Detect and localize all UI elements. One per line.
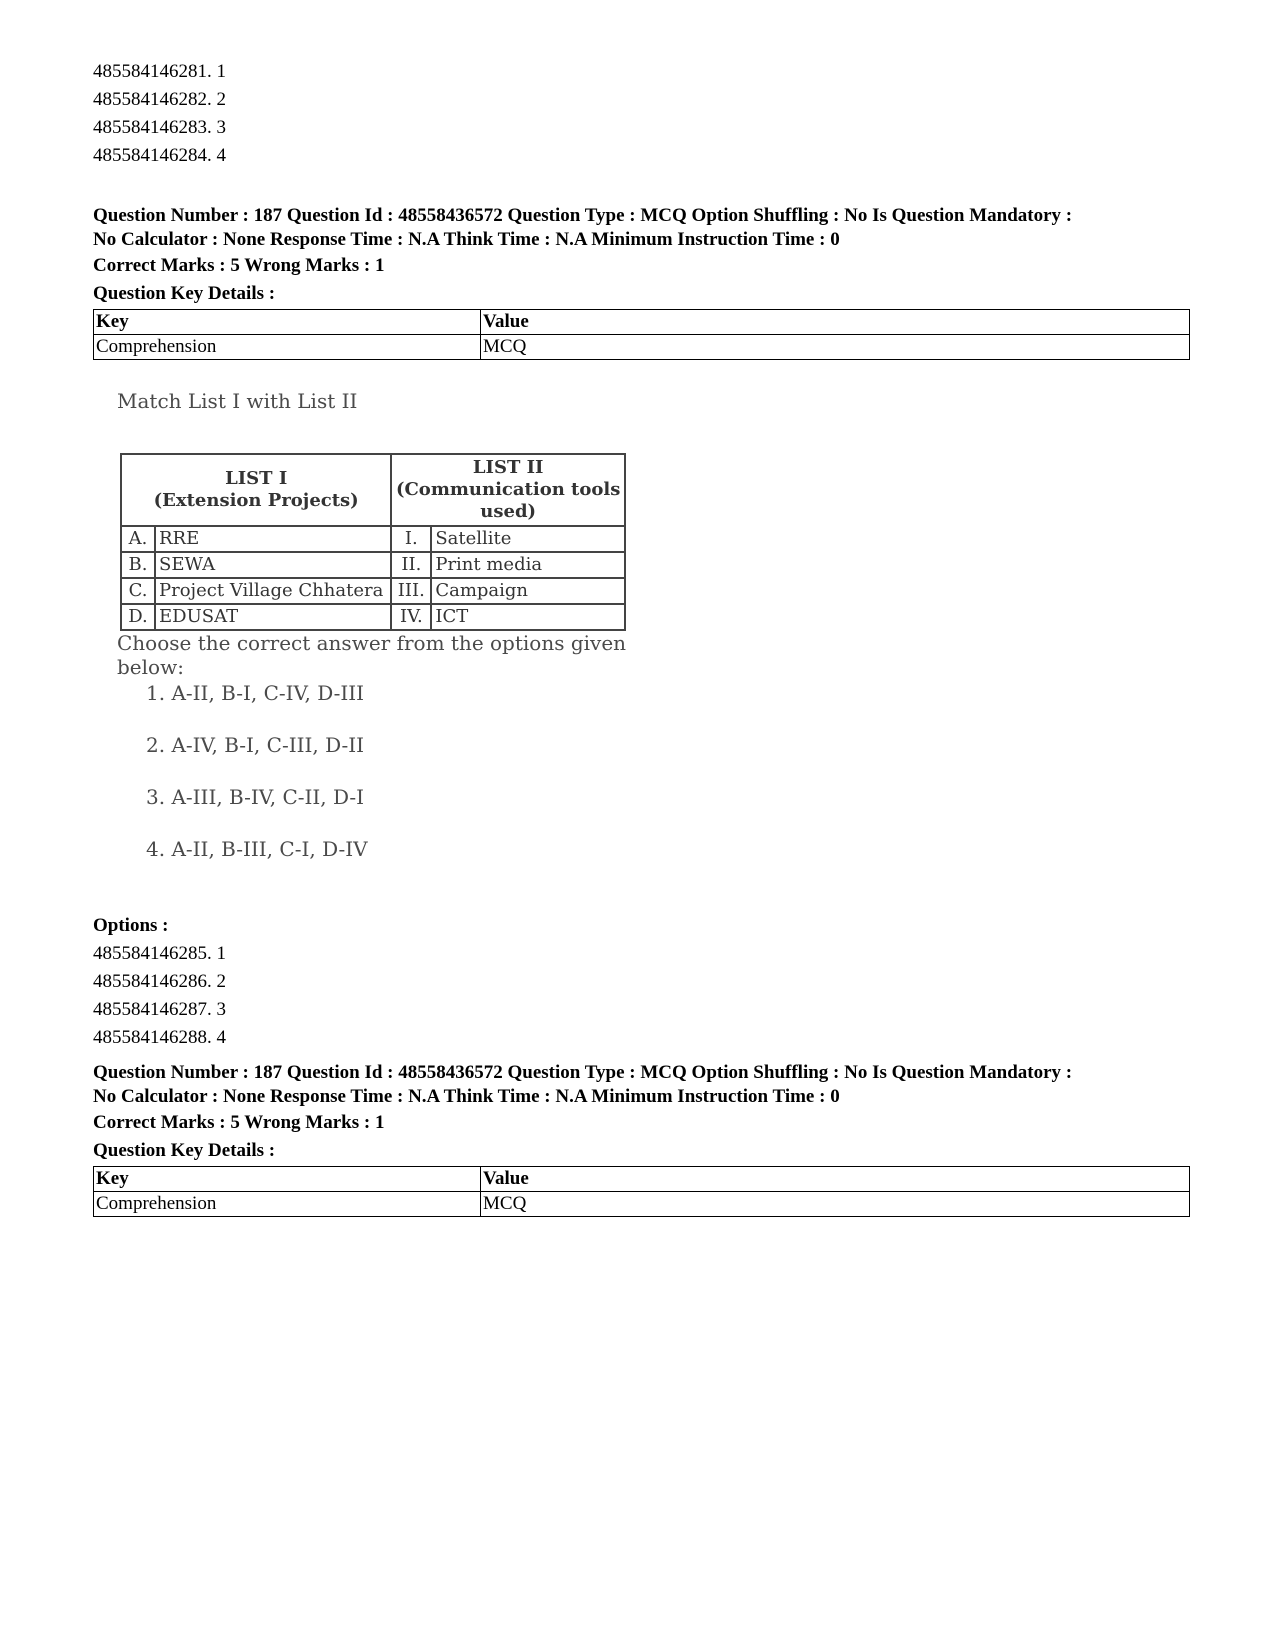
list1-item: Project Village Chhatera xyxy=(155,578,391,604)
question-marks: Correct Marks : 5 Wrong Marks : 1 xyxy=(93,255,385,276)
list1-label: B. xyxy=(121,552,155,578)
option-item: 485584146285. 1 xyxy=(93,943,226,964)
options-label: Options : xyxy=(93,915,169,936)
key-table-header-row xyxy=(94,1167,1190,1192)
key-table-row xyxy=(94,1192,1190,1217)
question-key-details-label: Question Key Details : xyxy=(93,283,276,304)
list2-header-subtitle: (Communication tools xyxy=(395,479,621,500)
value-header-cell: Value xyxy=(481,1167,1190,1192)
question-key-table xyxy=(93,309,1190,360)
list2-header-title: LIST II xyxy=(472,457,544,478)
list1-label: A. xyxy=(121,526,155,552)
list1-header-title: LIST I xyxy=(225,468,288,489)
option-item: 485584146287. 3 xyxy=(93,999,226,1020)
list2-label: III. xyxy=(391,578,431,604)
list-row xyxy=(121,604,625,630)
list1-label: D. xyxy=(121,604,155,630)
key-cell: Comprehension xyxy=(94,1192,481,1217)
choose-instruction: Choose the correct answer from the options given below: xyxy=(117,631,627,679)
options-list xyxy=(93,912,226,1052)
list1-header-subtitle: (Extension Projects) xyxy=(153,490,359,511)
list2-item: ICT xyxy=(431,604,625,630)
key-header-cell: Key xyxy=(94,310,481,335)
question-image xyxy=(113,389,673,915)
option-item: 485584146282. 2 xyxy=(93,89,226,110)
option-item: 485584146284. 4 xyxy=(93,145,226,166)
key-table-header-row xyxy=(94,310,1190,335)
question-header-line1: Question Number : 187 Question Id : 48558436572 Question Type : MCQ Option Shuffling : No Is Question Mandatory : xyxy=(93,1062,1073,1083)
list2-item: Campaign xyxy=(431,578,625,604)
list1-item: RRE xyxy=(155,526,391,552)
list2-header-subtitle-cont: used) xyxy=(480,501,537,522)
list1-header xyxy=(121,454,391,526)
list-row xyxy=(121,578,625,604)
question-header-line2: No Calculator : None Response Time : N.A Think Time : N.A Minimum Instruction Time : 0 xyxy=(93,229,840,250)
list2-label: IV. xyxy=(391,604,431,630)
key-cell: Comprehension xyxy=(94,335,481,360)
list-header-row xyxy=(121,454,625,526)
key-header-cell: Key xyxy=(94,1167,481,1192)
match-instruction: Match List I with List II xyxy=(117,389,358,413)
list1-label: C. xyxy=(121,578,155,604)
option-item: 485584146281. 1 xyxy=(93,61,226,82)
list-row xyxy=(121,552,625,578)
list1-item: SEWA xyxy=(155,552,391,578)
value-header-cell: Value xyxy=(481,310,1190,335)
question-marks: Correct Marks : 5 Wrong Marks : 1 xyxy=(93,1112,385,1133)
question-block-2 xyxy=(93,1061,1193,1217)
answer-choice: 3. A-III, B-IV, C-II, D-I xyxy=(146,785,365,809)
question-block-1 xyxy=(93,204,1193,360)
option-item: 485584146283. 3 xyxy=(93,117,226,138)
question-key-table xyxy=(93,1166,1190,1217)
answer-choice: 1. A-II, B-I, C-IV, D-III xyxy=(146,681,365,705)
question-key-details-label: Question Key Details : xyxy=(93,1140,276,1161)
option-item: 485584146286. 2 xyxy=(93,971,226,992)
list2-label: I. xyxy=(391,526,431,552)
list2-item: Satellite xyxy=(431,526,625,552)
answer-choice: 2. A-IV, B-I, C-III, D-II xyxy=(146,733,365,757)
list2-item: Print media xyxy=(431,552,625,578)
answer-choice: 4. A-II, B-III, C-I, D-IV xyxy=(146,837,368,861)
previous-options-list xyxy=(93,58,226,170)
match-list-table xyxy=(120,453,626,631)
list1-item: EDUSAT xyxy=(155,604,391,630)
key-table-row xyxy=(94,335,1190,360)
list2-header xyxy=(391,454,625,526)
value-cell: MCQ xyxy=(481,1192,1190,1217)
question-header-line2: No Calculator : None Response Time : N.A Think Time : N.A Minimum Instruction Time : 0 xyxy=(93,1086,840,1107)
list-row xyxy=(121,526,625,552)
option-item: 485584146288. 4 xyxy=(93,1027,226,1048)
question-header-line1: Question Number : 187 Question Id : 48558436572 Question Type : MCQ Option Shuffling : No Is Question Mandatory : xyxy=(93,205,1073,226)
value-cell: MCQ xyxy=(481,335,1190,360)
list2-label: II. xyxy=(391,552,431,578)
